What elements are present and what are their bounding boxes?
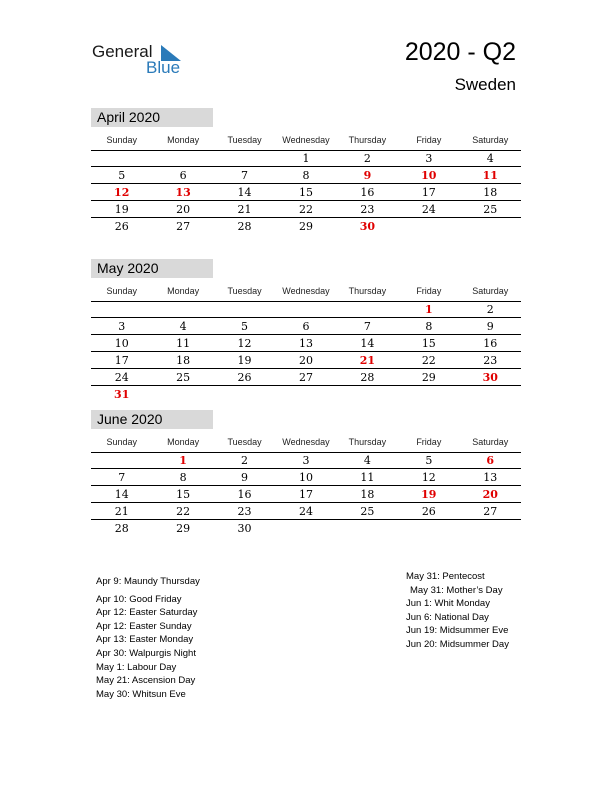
date-cell: 4	[486, 152, 494, 165]
weekday-label: Sunday	[106, 135, 137, 145]
week-row	[91, 520, 521, 537]
date-cell: 25	[483, 202, 498, 216]
date-cell: 7	[363, 319, 371, 333]
date-cell: 8	[179, 470, 187, 484]
date-cell: 25	[360, 504, 375, 518]
week-row	[91, 469, 521, 486]
page-title: 2020 - Q2	[404, 38, 516, 66]
week-row	[91, 369, 521, 386]
date-cell: 19	[114, 202, 129, 216]
holiday-date-cell: 10	[421, 168, 437, 182]
week-row	[91, 301, 521, 318]
week-row	[91, 452, 521, 469]
week-row	[91, 184, 521, 201]
date-cell: 18	[483, 185, 498, 199]
weekday-label: Friday	[416, 286, 442, 296]
date-cell: 29	[298, 220, 313, 233]
week-row	[91, 486, 521, 503]
holiday-list-left	[96, 575, 200, 701]
date-cell: 16	[237, 487, 252, 501]
date-cell: 3	[302, 454, 310, 467]
month-title: June 2020	[91, 410, 213, 429]
date-cell: 13	[483, 470, 498, 484]
weekday-label: Wednesday	[282, 135, 330, 145]
date-cell: 29	[421, 370, 436, 384]
date-cell: 19	[237, 353, 252, 367]
date-cell: 2	[241, 454, 249, 467]
date-cell: 3	[425, 152, 433, 165]
holiday-date-cell: 21	[359, 353, 376, 367]
holiday-date-cell: 30	[482, 370, 498, 384]
holiday-date-cell: 9	[363, 168, 372, 182]
weekday-label: Sunday	[106, 286, 137, 296]
date-cell: 7	[241, 168, 249, 182]
holiday-list-right	[406, 570, 509, 652]
week-row	[91, 218, 521, 235]
date-cell: 17	[114, 353, 129, 367]
date-cell: 28	[237, 220, 252, 233]
weekday-label: Tuesday	[227, 437, 262, 447]
week-row	[91, 352, 521, 369]
weekday-header-row	[91, 130, 521, 150]
date-cell: 18	[176, 353, 191, 367]
week-row	[91, 335, 521, 352]
weekday-label: Thursday	[348, 437, 387, 447]
logo-text-general: General	[92, 42, 153, 61]
holiday-date-cell: 6	[486, 454, 495, 467]
date-cell: 12	[421, 470, 436, 484]
holiday-date-cell: 1	[179, 454, 187, 467]
date-cell: 11	[360, 470, 375, 484]
date-cell: 14	[114, 487, 129, 501]
date-cell: 14	[360, 336, 375, 350]
date-cell: 15	[298, 185, 313, 199]
holiday-entry: Jun 6: National Day	[406, 611, 489, 623]
date-cell: 27	[483, 504, 498, 518]
date-cell: 24	[298, 504, 313, 518]
date-cell: 23	[483, 353, 498, 367]
holiday-entry: Apr 13: Easter Monday	[96, 634, 194, 646]
date-cell: 15	[176, 487, 191, 501]
logo-text-blue: Blue	[146, 58, 181, 77]
date-cell: 5	[425, 454, 433, 467]
date-cell: 23	[360, 202, 375, 216]
weekday-label: Wednesday	[282, 286, 330, 296]
holiday-entry: May 1: Labour Day	[96, 661, 177, 673]
date-cell: 2	[486, 303, 494, 316]
month-calendar	[91, 259, 521, 403]
date-cell: 27	[298, 370, 313, 384]
date-cell: 8	[302, 168, 310, 182]
weekday-label: Saturday	[472, 437, 509, 447]
holiday-entry: Apr 30: Walpurgis Night	[96, 647, 196, 659]
holiday-entry: Apr 9: Maundy Thursday	[96, 576, 200, 587]
holiday-date-cell: 12	[114, 185, 130, 199]
date-cell: 9	[241, 470, 249, 484]
date-cell: 1	[302, 152, 310, 165]
holiday-date-cell: 31	[114, 388, 130, 401]
date-cell: 22	[298, 202, 313, 216]
date-cell: 20	[176, 202, 191, 216]
date-cell: 18	[360, 487, 375, 501]
month-calendar	[91, 108, 521, 235]
week-row	[91, 201, 521, 218]
date-cell: 24	[421, 202, 436, 216]
date-cell: 23	[237, 504, 252, 518]
weekday-label: Tuesday	[227, 135, 262, 145]
date-cell: 6	[179, 168, 187, 182]
holiday-date-cell: 11	[482, 168, 498, 182]
date-cell: 30	[237, 522, 252, 535]
date-cell: 5	[241, 319, 249, 333]
holiday-date-cell: 1	[424, 303, 433, 316]
weekday-label: Thursday	[348, 286, 387, 296]
date-cell: 17	[421, 185, 436, 199]
date-cell: 17	[298, 487, 313, 501]
date-cell: 4	[363, 454, 371, 467]
holiday-entry: Apr 12: Easter Sunday	[96, 620, 192, 632]
week-row	[91, 318, 521, 335]
holiday-date-cell: 20	[482, 487, 498, 501]
weekday-label: Friday	[416, 437, 442, 447]
month-calendar	[91, 410, 521, 537]
holiday-entry: Apr 10: Good Friday	[96, 593, 182, 605]
holiday-entry: May 30: Whitsun Eve	[96, 688, 186, 700]
date-cell: 29	[176, 522, 191, 535]
weekday-label: Monday	[167, 286, 200, 296]
date-cell: 3	[118, 319, 126, 333]
holiday-entry: May 21: Ascension Day	[96, 675, 196, 687]
date-cell: 13	[298, 336, 313, 350]
holiday-entry: Jun 19: Midsummer Eve	[406, 625, 509, 637]
date-cell: 11	[176, 336, 191, 350]
date-cell: 8	[425, 319, 433, 333]
date-cell: 26	[114, 220, 129, 233]
generalblue-logo	[92, 42, 192, 78]
week-row	[91, 386, 521, 403]
date-cell: 28	[360, 370, 375, 384]
holiday-entry: Jun 1: Whit Monday	[406, 598, 490, 610]
date-cell: 4	[179, 319, 187, 333]
date-cell: 27	[176, 220, 191, 233]
date-cell: 26	[421, 504, 436, 518]
date-cell: 9	[486, 319, 494, 333]
date-cell: 10	[114, 336, 129, 350]
date-cell: 6	[302, 319, 310, 333]
date-cell: 12	[237, 336, 252, 350]
weekday-label: Saturday	[472, 286, 509, 296]
weekday-label: Thursday	[348, 135, 387, 145]
week-row	[91, 167, 521, 184]
date-cell: 2	[363, 152, 371, 165]
weekday-label: Tuesday	[227, 286, 262, 296]
weekday-header-row	[91, 432, 521, 452]
date-cell: 24	[114, 370, 129, 384]
holiday-entry: May 31: Mother’s Day	[410, 584, 503, 596]
date-cell: 20	[298, 353, 313, 367]
weekday-label: Friday	[416, 135, 442, 145]
date-cell: 26	[237, 370, 252, 384]
weekday-label: Wednesday	[282, 437, 330, 447]
date-cell: 25	[176, 370, 191, 384]
holiday-entry: Apr 12: Easter Saturday	[96, 607, 198, 619]
date-cell: 22	[421, 353, 436, 367]
date-cell: 7	[118, 470, 126, 484]
holiday-date-cell: 19	[421, 487, 437, 501]
date-cell: 21	[114, 504, 129, 518]
date-cell: 5	[118, 168, 126, 182]
weekday-label: Saturday	[472, 135, 509, 145]
holiday-entry: Jun 20: Midsummer Day	[406, 638, 509, 650]
holiday-date-cell: 30	[359, 220, 376, 233]
weekday-label: Sunday	[106, 437, 137, 447]
date-cell: 16	[483, 336, 498, 350]
date-cell: 14	[237, 185, 252, 199]
date-cell: 21	[237, 202, 252, 216]
date-cell: 10	[298, 470, 313, 484]
weekday-header-row	[91, 281, 521, 301]
weekday-label: Monday	[167, 437, 200, 447]
week-row	[91, 150, 521, 167]
holiday-date-cell: 13	[175, 185, 191, 199]
holiday-entry: May 31: Pentecost	[406, 571, 485, 582]
month-title: May 2020	[91, 259, 213, 278]
week-row	[91, 503, 521, 520]
date-cell: 22	[176, 504, 191, 518]
date-cell: 16	[360, 185, 375, 199]
weekday-label: Monday	[167, 135, 200, 145]
date-cell: 15	[421, 336, 436, 350]
country-name: Sweden	[454, 75, 516, 94]
month-title: April 2020	[91, 108, 213, 127]
date-cell: 28	[114, 522, 129, 535]
